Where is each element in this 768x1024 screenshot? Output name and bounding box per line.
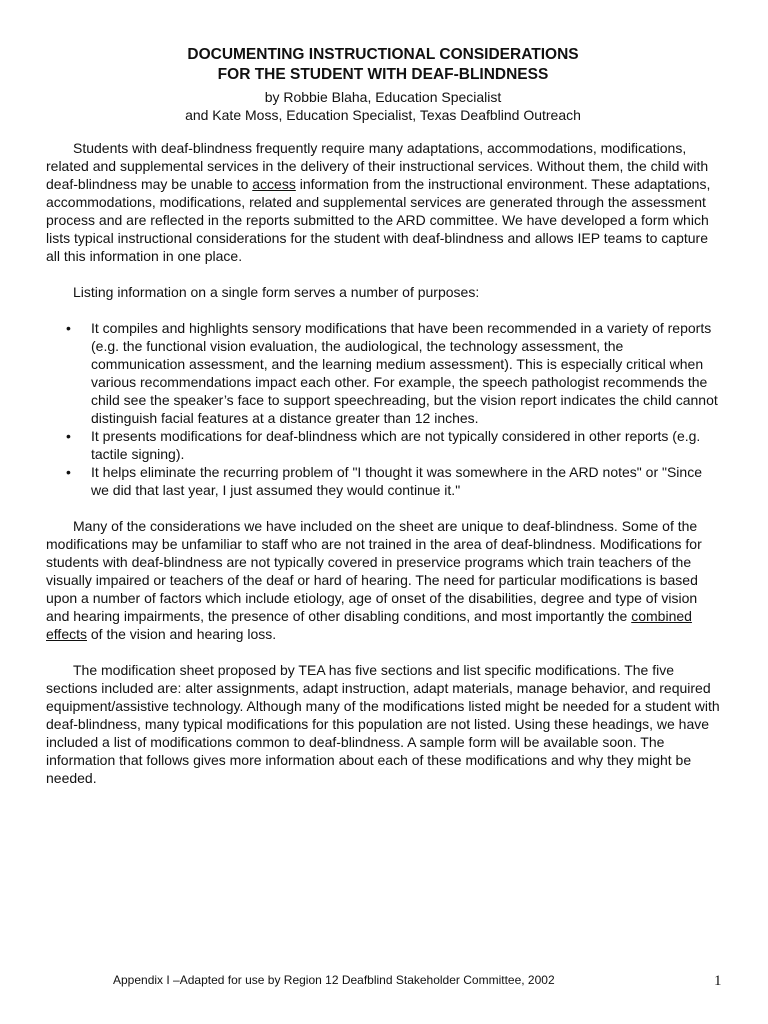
- document-title: [46, 45, 720, 85]
- title-line-2: FOR THE STUDENT WITH DEAF-BLINDNESS: [217, 66, 549, 83]
- byline-line-1: by Robbie Blaha, Education Specialist: [264, 89, 502, 105]
- purposes-list: [46, 319, 720, 499]
- byline: [46, 88, 720, 124]
- paragraph-intro-part2: information from the instructional environment. These adaptations, accommodations, modifications, related and supplemental services are generated through the assessment process and are reflected in the reports submitted to the ARD committee. We have developed a form which lists typical instructional considerations for the student with deaf-blindness and allows IEP teams to capture all this information in one place.: [46, 176, 711, 264]
- paragraph-purposes: Listing information on a single form serves a number of purposes:: [73, 284, 480, 300]
- bullet-icon: •: [66, 428, 71, 444]
- page-footer: Appendix I –Adapted for use by Region 12 Deafblind Stakeholder Committee, 2002: [113, 973, 555, 987]
- list-item-text: It presents modifications for deaf-blindness which are not typically considered in other reports (e.g. tactile signing).: [91, 428, 701, 462]
- paragraph-modification-sheet: The modification sheet proposed by TEA has five sections and list specific modifications. The five sections included are: alter assignments, adapt instruction, adapt materials, manage behavior, and required equipment/assistive technology. Although many of the modifications listed might be needed for a student with deaf-blindness, many typical modifications for this population are not listed. Using these headings, we have included a list of modifications common to deaf-blindness. A sample form will be available soon. The information that follows gives more information about each of these modifications and why they might be needed.: [46, 662, 720, 786]
- list-item: [46, 463, 720, 499]
- paragraph-considerations-part1: Many of the considerations we have included on the sheet are unique to deaf-blindness. Some of the modifications may be unfamiliar to staff who are not trained in the area of deaf-blindness. Modifications for students with deaf-blindness are not typically covered in preservice programs which train teachers of the visually impaired or teachers of the deaf or hard of hearing. The need for particular modifications is based upon a number of factors which include etiology, age of onset of the disabilities, degree and type of vision and hearing impairments, the presence of other disabling conditions, and most importantly the: [46, 518, 702, 624]
- paragraph-considerations-part2: of the vision and hearing loss.: [87, 626, 277, 642]
- page-number: 1: [714, 973, 722, 989]
- bullet-icon: •: [66, 320, 71, 336]
- bullet-icon: •: [66, 464, 71, 480]
- byline-line-2: and Kate Moss, Education Specialist, Texas Deafblind Outreach: [185, 107, 581, 123]
- paragraph-intro-part1: Students with deaf-blindness frequently require many adaptations, accommodations, modifications, related and supplemental services in the delivery of their instructional services. Without them, the child with deaf-blindness may be unable to: [46, 140, 709, 192]
- list-item: [46, 319, 720, 427]
- document-page: [46, 45, 720, 787]
- paragraph-considerations: [46, 517, 720, 643]
- list-item: [46, 427, 720, 463]
- underlined-access: access: [252, 176, 296, 192]
- underlined-combined-effects: combined effects: [46, 608, 692, 642]
- list-item-text: It compiles and highlights sensory modifications that have been recommended in a variety of reports (e.g. the functional vision evaluation, the audiological, the technology assessment, the communication assessment, and the learning medium assessment). This is especially critical when various recommendations impact each other. For example, the speech pathologist recommends the child see the speaker’s face to support speechreading, but the vision report indicates the child cannot distinguish facial features at a distance greater than 12 inches.: [91, 320, 718, 426]
- list-item-text: It helps eliminate the recurring problem of "I thought it was somewhere in the ARD notes" or "Since we did that last year, I just assumed they would continue it.": [91, 464, 702, 498]
- title-line-1: DOCUMENTING INSTRUCTIONAL CONSIDERATIONS: [187, 46, 579, 63]
- paragraph-intro: [46, 139, 720, 265]
